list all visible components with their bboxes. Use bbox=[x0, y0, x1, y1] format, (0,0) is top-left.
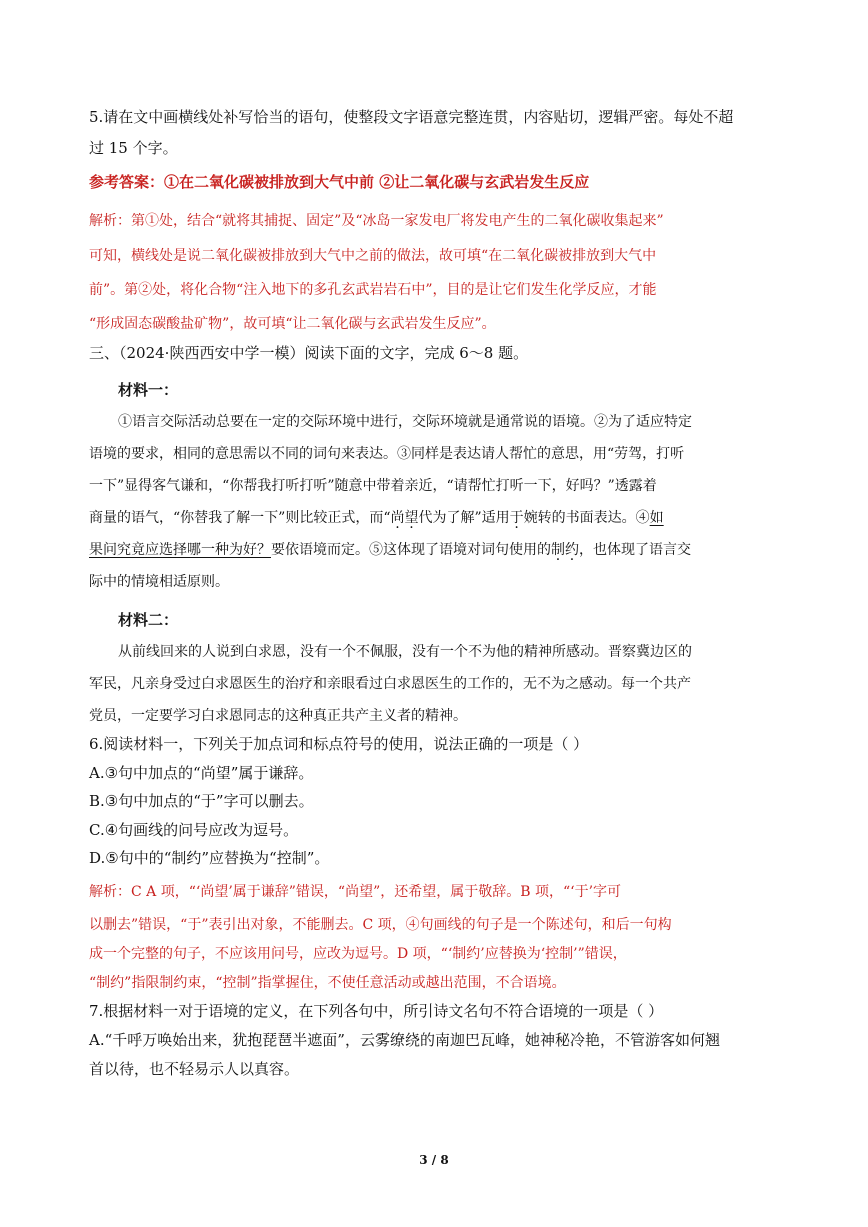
q6-option-b: B.③句中加点的“于”字可以删去。 bbox=[89, 792, 314, 810]
material2-line3: 党员，一定要学习白求恩同志的这种真正共产主义者的精神。 bbox=[89, 708, 467, 724]
material1-label: 材料一： bbox=[118, 381, 179, 399]
q6-option-d: D.⑤句中的“制约”应替换为“控制”。 bbox=[89, 849, 330, 867]
material1-line5 bbox=[89, 539, 691, 561]
underlined-text-start: 如 bbox=[649, 510, 664, 526]
q6-stem: 6.阅读材料一，下列关于加点词和标点符号的使用，说法正确的一项是（ ） bbox=[89, 735, 589, 753]
material1-line4-part-c: 婉转的书面表达。④ bbox=[523, 510, 650, 526]
q6-analysis-line3: 成一个完整的句子，不应该用问号，应改为逗号。D 项，“‘制约’应替换为‘控制’”错误， bbox=[89, 946, 627, 962]
emphasis-char-yue: 约 bbox=[565, 542, 579, 558]
q6-option-c: C.④句画线的问号应改为逗号。 bbox=[89, 821, 299, 839]
q5-analysis-line3: 前”。第②处，将化合物“注入地下的多孔玄武岩岩石中”，目的是让它们发生化学反应，才能 bbox=[89, 282, 657, 298]
q6-analysis-line4: “制约”指限制约束，“控制”指掌握住，不使任意活动或越出范围，不合语境。 bbox=[89, 975, 566, 991]
underlined-question: 果问究竟应选择哪一种为好？ bbox=[89, 542, 271, 558]
q5-answer: 参考答案：①在二氧化碳被排放到大气中前 ②让二氧化碳与玄武岩发生反应 bbox=[89, 173, 590, 191]
q5-stem-line1: 5.请在文中画横线处补写恰当的语句，使整段文字语意完整连贯，内容贴切，逻辑严密。每处不超 bbox=[89, 108, 734, 126]
q6-analysis-line1: 解析：C A 项，“‘尚望’属于谦辞”错误，“尚望”，还希望，属于敬辞。B 项，“‘于’字可 bbox=[89, 884, 622, 900]
q6-option-a: A.③句中加点的“尚望”属于谦辞。 bbox=[89, 764, 314, 782]
material2-line1: 从前线回来的人说到白求恩，没有一个不佩服，没有一个不为他的精神所感动。晋察冀边区的 bbox=[118, 644, 692, 660]
material1-line1: ①语言交际活动总要在一定的交际环境中进行，交际环境就是通常说的语境。②为了适应特定 bbox=[118, 414, 692, 430]
q5-stem-line2: 过 15 个字。 bbox=[89, 139, 178, 157]
material1-line2: 语境的要求，相同的意思需以不同的词句来表达。③同样是表达请人帮忙的意思，用“劳驾，打听 bbox=[89, 446, 685, 462]
material1-line4-part-b: 代为了解”适用 bbox=[418, 510, 510, 526]
material1-line6: 际中的情境相适原则。 bbox=[89, 574, 229, 590]
q5-analysis-line1: 解析：第①处，结合“就将其捕捉、固定”及“冰岛一家发电厂将发电产生的二氧化碳收集起来” bbox=[89, 213, 664, 229]
material1-line4 bbox=[89, 507, 664, 529]
q5-analysis-line4: “形成固态碳酸盐矿物”，故可填“让二氧化碳与玄武岩发生反应”。 bbox=[89, 316, 496, 332]
material1-line5-part-a: 要依语境而定。⑤这体现了语境对词句使用的 bbox=[271, 542, 551, 558]
material1-line3: 一下”显得客气谦和，“你帮我打听打听”随意中带着亲近，“请帮忙打听一下，好吗？”透露着 bbox=[89, 478, 657, 494]
material1-line5-part-b: ，也体现了语言交 bbox=[579, 542, 691, 558]
section3-heading: 三、（2024·陕西西安中学一模）阅读下面的文字，完成 6～8 题。 bbox=[89, 344, 529, 362]
material1-line4-part-a: 商量的语气，“你替我了解一下”则比较正式，而“ bbox=[89, 510, 391, 526]
q7-stem: 7.根据材料一对于语境的定义，在下列各句中，所引诗文名句不符合语境的一项是（ ） bbox=[89, 1002, 664, 1020]
q5-analysis-line2: 可知，横线处是说二氧化碳被排放到大气中之前的做法，故可填“在二氧化碳被排放到大气中 bbox=[89, 248, 657, 264]
emphasis-char-shang: 尚 bbox=[390, 510, 405, 526]
q6-analysis-line2: 以删去”错误，“于”表引出对象，不能删去。C 项，④句画线的句子是一个陈述句，和后一句构 bbox=[89, 917, 672, 933]
page-number: 3 / 8 bbox=[419, 1153, 449, 1167]
emphasis-char-zhi: 制 bbox=[551, 542, 565, 558]
material2-line2: 军民，凡亲身受过白求恩医生的治疗和亲眼看过白求恩医生的工作的，无不为之感动。每一个共产 bbox=[89, 676, 691, 692]
emphasis-char-wang: 望 bbox=[404, 510, 419, 526]
emphasis-char-yu: 于 bbox=[509, 510, 524, 526]
material2-label: 材料二： bbox=[118, 611, 179, 629]
q7-option-a-line1: A.“千呼万唤始出来，犹抱琵琶半遮面”，云雾缭绕的南迦巴瓦峰，她神秘冷艳，不管游客如何翘 bbox=[89, 1031, 720, 1049]
q7-option-a-line2: 首以待，也不轻易示人以真容。 bbox=[89, 1060, 300, 1078]
